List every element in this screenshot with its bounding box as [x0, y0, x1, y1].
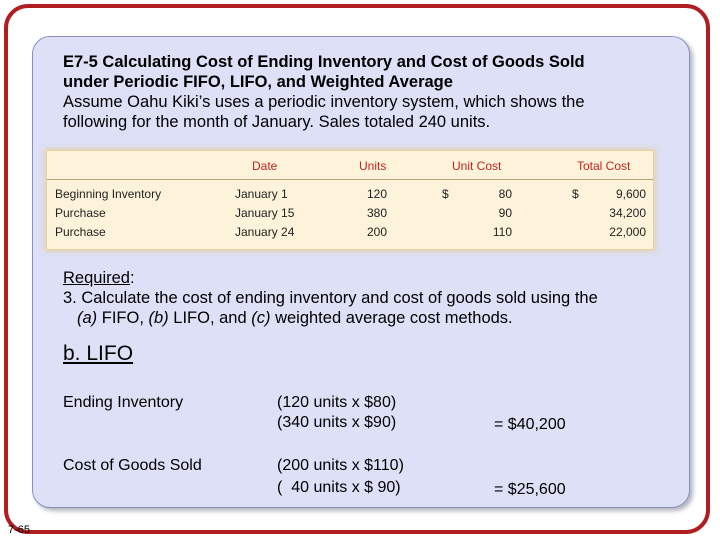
required-colon: : — [129, 269, 135, 287]
required-line3 — [63, 308, 673, 328]
cogs-calc-line2: ( 40 units x $ 90) — [277, 479, 401, 496]
header-date: Date — [252, 159, 278, 173]
cogs-result: = $25,600 — [494, 481, 566, 498]
total-cost-value: 9,600 — [615, 187, 646, 201]
dollar-sign: $ — [572, 187, 579, 201]
row-date: January 24 — [235, 225, 295, 239]
row-date: January 15 — [235, 206, 295, 220]
required-line2: 3. Calculate the cost of ending inventory and cost of goods sold using the — [63, 289, 598, 307]
row-label: Purchase — [55, 225, 106, 239]
unit-cost-value: 90 — [498, 206, 512, 220]
header-units: Units — [359, 159, 387, 173]
ending-inventory-result: = $40,200 — [494, 416, 566, 433]
table-row — [47, 225, 653, 243]
row-units: 380 — [367, 206, 388, 220]
option-b-text: LIFO, and — [168, 309, 252, 327]
required-label: Required — [63, 269, 130, 287]
table-row — [47, 206, 653, 224]
row-units: 200 — [367, 225, 388, 239]
inventory-table — [46, 150, 654, 250]
header-total-cost: Total Cost — [577, 159, 631, 173]
required-block — [63, 268, 673, 328]
row-date: January 1 — [235, 187, 288, 201]
table-row — [47, 187, 653, 205]
option-c-text: weighted average cost methods. — [270, 309, 513, 327]
problem-body-line1: Assume Oahu Kiki’s uses a periodic inventory system, which shows the — [63, 93, 585, 111]
row-label: Beginning Inventory — [55, 187, 162, 201]
total-cost-value: 22,000 — [609, 225, 646, 239]
option-a-marker: (a) — [77, 309, 98, 327]
problem-title-line1: E7-5 Calculating Cost of Ending Inventory and Cost of Goods Sold — [63, 53, 585, 71]
row-label: Purchase — [55, 206, 106, 220]
ending-inventory-label: Ending Inventory — [63, 394, 184, 411]
dollar-sign: $ — [442, 187, 449, 201]
section-title-lifo: b. LIFO — [63, 342, 134, 365]
row-units: 120 — [367, 187, 388, 201]
cogs-label: Cost of Goods Sold — [63, 457, 202, 474]
table-header — [47, 151, 653, 180]
ending-inventory-calc-line2: (340 units x $90) — [277, 414, 397, 431]
problem-body-line2: following for the month of January. Sales totaled 240 units. — [63, 113, 491, 131]
unit-cost-value: 110 — [492, 225, 512, 239]
option-c-marker: (c) — [251, 309, 271, 327]
problem-title-line2: under Periodic FIFO, LIFO, and Weighted Average — [63, 73, 453, 91]
header-unit-cost: Unit Cost — [452, 159, 502, 173]
option-b-marker: (b) — [148, 309, 169, 327]
cogs-calc-line1: (200 units x $110) — [277, 457, 404, 474]
unit-cost-value: 80 — [498, 187, 512, 201]
ending-inventory-calc-line1: (120 units x $80) — [277, 394, 397, 411]
slide-number: 7-65 — [8, 524, 31, 536]
problem-heading — [63, 52, 663, 132]
total-cost-value: 34,200 — [609, 206, 646, 220]
option-a-text: FIFO, — [97, 309, 149, 327]
